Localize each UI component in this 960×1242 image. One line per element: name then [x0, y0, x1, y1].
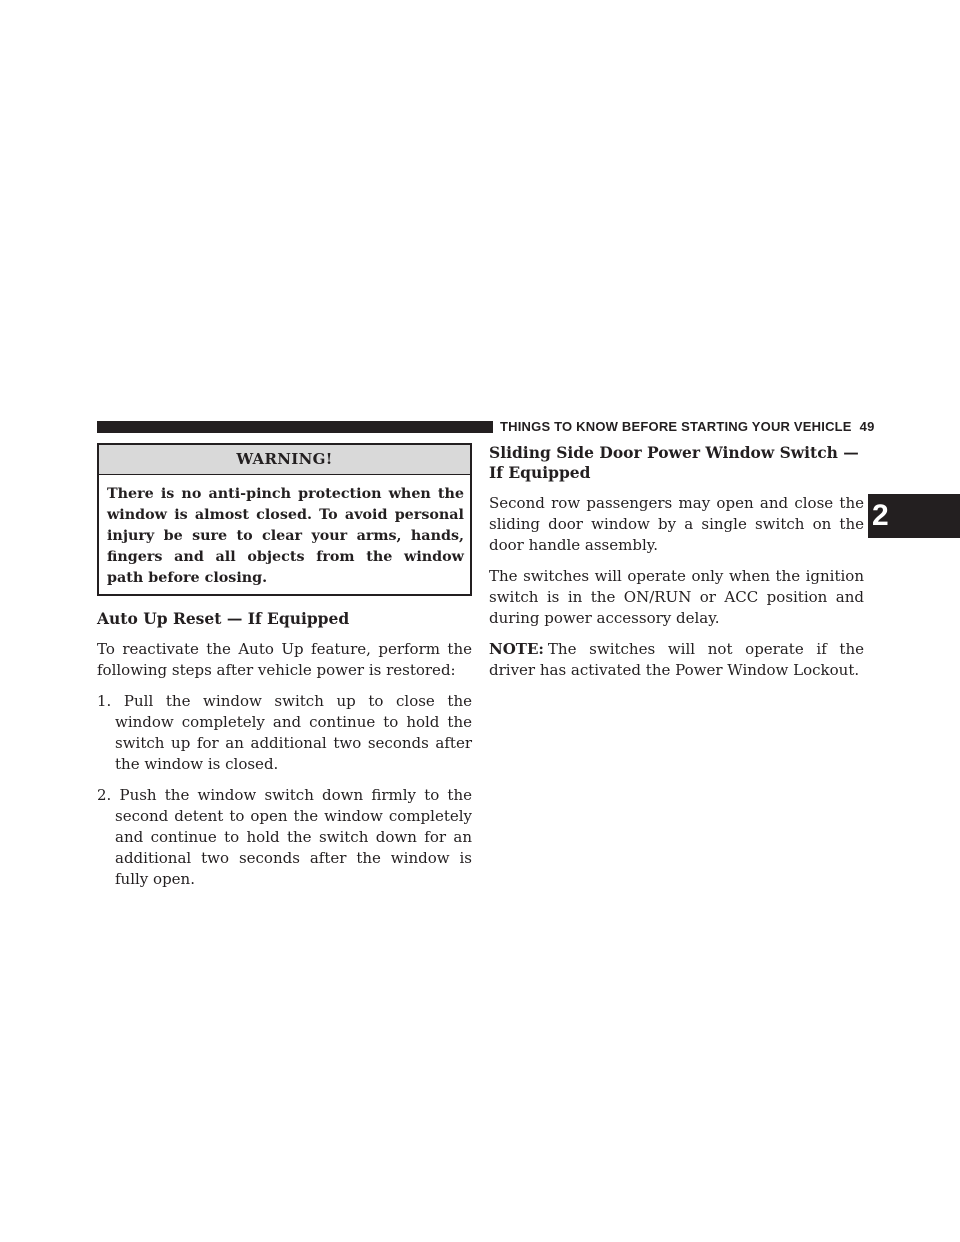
- running-header: [500, 419, 875, 434]
- sliding-door-para-2: The switches will operate only when the ignition switch is in the ON/RUN or ACC position and during power accessory delay.: [489, 567, 864, 627]
- sliding-door-para-1: Second row passengers may open and close the sliding door window by a single switch on the door handle assembly.: [489, 494, 864, 554]
- section-title: THINGS TO KNOW BEFORE STARTING YOUR VEHICLE: [500, 419, 852, 434]
- sliding-door-heading: Sliding Side Door Power Window Switch — If Equipped: [489, 443, 859, 482]
- list-item: 1. Pull the window switch up to close the window completely and continue to hold the switch up for an additional two seconds after the window is closed.: [97, 692, 472, 773]
- note-paragraph: [489, 639, 864, 681]
- auto-up-steps: [97, 691, 472, 890]
- auto-up-heading: Auto Up Reset — If Equipped: [97, 609, 350, 628]
- warning-title: WARNING!: [99, 445, 470, 475]
- warning-box: [97, 443, 472, 596]
- chapter-tab: 2: [868, 494, 960, 538]
- note-label: NOTE:: [489, 640, 544, 658]
- auto-up-intro: To reactivate the Auto Up feature, perform the following steps after vehicle power is restored:: [97, 640, 472, 679]
- note-text: The switches will not operate if the driver has activated the Power Window Lockout.: [489, 640, 864, 679]
- warning-text: There is no anti-pinch protection when the window is almost closed. To avoid personal injury be sure to clear your arms, hands, fingers and all objects from the window path before closing.: [107, 486, 464, 586]
- right-column: [489, 443, 864, 681]
- left-column: [97, 443, 472, 900]
- page-number: 49: [859, 419, 875, 434]
- list-item: 2. Push the window switch down firmly to the second detent to open the window completely and continue to hold the switch down for an additional two seconds after the window is fully open.: [97, 786, 472, 888]
- header-rule: [97, 421, 493, 433]
